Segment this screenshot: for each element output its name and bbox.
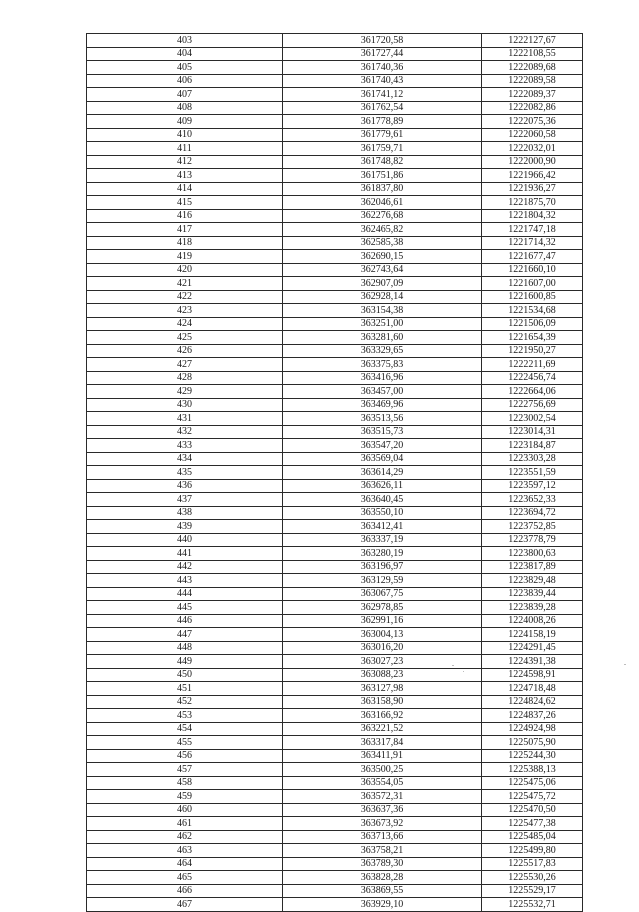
scan-speck (463, 671, 464, 672)
table-row (87, 169, 583, 183)
y-coordinate-cell: 1222664,06 (482, 385, 583, 399)
point-number-cell: 454 (87, 722, 283, 736)
table-row (87, 520, 583, 534)
x-coordinate-cell: 361720,58 (283, 34, 482, 48)
y-coordinate-cell: 1221677,47 (482, 250, 583, 264)
point-number-cell: 420 (87, 263, 283, 277)
table-row (87, 277, 583, 291)
point-number-cell: 411 (87, 142, 283, 156)
point-number-cell: 450 (87, 668, 283, 682)
table-row (87, 412, 583, 426)
point-number-cell: 424 (87, 317, 283, 331)
scan-speck (452, 665, 454, 666)
point-number-cell: 425 (87, 331, 283, 345)
table-row (87, 884, 583, 898)
y-coordinate-cell: 1225530,26 (482, 871, 583, 885)
point-number-cell: 412 (87, 155, 283, 169)
x-coordinate-cell: 361759,71 (283, 142, 482, 156)
point-number-cell: 446 (87, 614, 283, 628)
x-coordinate-cell: 363317,84 (283, 736, 482, 750)
x-coordinate-cell: 363869,55 (283, 884, 482, 898)
y-coordinate-cell: 1224824,62 (482, 695, 583, 709)
point-number-cell: 457 (87, 763, 283, 777)
x-coordinate-cell: 363789,30 (283, 857, 482, 871)
y-coordinate-cell: 1224924,98 (482, 722, 583, 736)
y-coordinate-cell: 1224718,48 (482, 682, 583, 696)
table-row (87, 817, 583, 831)
y-coordinate-cell: 1222756,69 (482, 398, 583, 412)
y-coordinate-cell: 1223184,87 (482, 439, 583, 453)
table-row (87, 358, 583, 372)
point-number-cell: 405 (87, 61, 283, 75)
point-number-cell: 413 (87, 169, 283, 183)
x-coordinate-cell: 362907,09 (283, 277, 482, 291)
y-coordinate-cell: 1221936,27 (482, 182, 583, 196)
point-number-cell: 415 (87, 196, 283, 210)
table-row (87, 668, 583, 682)
y-coordinate-cell: 1223694,72 (482, 506, 583, 520)
x-coordinate-cell: 363411,91 (283, 749, 482, 763)
point-number-cell: 441 (87, 547, 283, 561)
table-row (87, 695, 583, 709)
x-coordinate-cell: 363569,04 (283, 452, 482, 466)
table-row (87, 61, 583, 75)
y-coordinate-cell: 1225388,13 (482, 763, 583, 777)
y-coordinate-cell: 1222000,90 (482, 155, 583, 169)
x-coordinate-cell: 361837,80 (283, 182, 482, 196)
point-number-cell: 462 (87, 830, 283, 844)
table-row (87, 452, 583, 466)
table-row (87, 614, 583, 628)
x-coordinate-cell: 363129,59 (283, 574, 482, 588)
table-row (87, 371, 583, 385)
point-number-cell: 455 (87, 736, 283, 750)
table-row (87, 304, 583, 318)
x-coordinate-cell: 363221,52 (283, 722, 482, 736)
x-coordinate-cell: 363640,45 (283, 493, 482, 507)
y-coordinate-cell: 1225475,72 (482, 790, 583, 804)
y-coordinate-cell: 1221654,39 (482, 331, 583, 345)
table-row (87, 155, 583, 169)
x-coordinate-cell: 363713,66 (283, 830, 482, 844)
point-number-cell: 453 (87, 709, 283, 723)
point-number-cell: 404 (87, 47, 283, 61)
x-coordinate-cell: 363513,56 (283, 412, 482, 426)
point-number-cell: 416 (87, 209, 283, 223)
y-coordinate-cell: 1223652,33 (482, 493, 583, 507)
table-row (87, 776, 583, 790)
table-row (87, 722, 583, 736)
point-number-cell: 444 (87, 587, 283, 601)
x-coordinate-cell: 363758,21 (283, 844, 482, 858)
x-coordinate-cell: 363626,11 (283, 479, 482, 493)
y-coordinate-cell: 1225075,90 (482, 736, 583, 750)
table-row (87, 398, 583, 412)
point-number-cell: 428 (87, 371, 283, 385)
table-row (87, 709, 583, 723)
table-row (87, 331, 583, 345)
y-coordinate-cell: 1221747,18 (482, 223, 583, 237)
table-row (87, 736, 583, 750)
point-number-cell: 458 (87, 776, 283, 790)
y-coordinate-cell: 1221966,42 (482, 169, 583, 183)
y-coordinate-cell: 1222075,36 (482, 115, 583, 129)
table-row (87, 385, 583, 399)
y-coordinate-cell: 1222082,86 (482, 101, 583, 115)
point-number-cell: 410 (87, 128, 283, 142)
x-coordinate-cell: 363329,65 (283, 344, 482, 358)
point-number-cell: 467 (87, 898, 283, 912)
table-row (87, 263, 583, 277)
table-row (87, 844, 583, 858)
y-coordinate-cell: 1224391,38 (482, 655, 583, 669)
point-number-cell: 445 (87, 601, 283, 615)
x-coordinate-cell: 362928,14 (283, 290, 482, 304)
table-row (87, 88, 583, 102)
table-row (87, 533, 583, 547)
table-row (87, 236, 583, 250)
point-number-cell: 465 (87, 871, 283, 885)
y-coordinate-cell: 1222108,55 (482, 47, 583, 61)
table-row (87, 560, 583, 574)
table-row (87, 574, 583, 588)
point-number-cell: 456 (87, 749, 283, 763)
y-coordinate-cell: 1223800,63 (482, 547, 583, 561)
x-coordinate-cell: 361751,86 (283, 169, 482, 183)
x-coordinate-cell: 361727,44 (283, 47, 482, 61)
y-coordinate-cell: 1223829,48 (482, 574, 583, 588)
table-row (87, 115, 583, 129)
y-coordinate-cell: 1225532,71 (482, 898, 583, 912)
table-row (87, 547, 583, 561)
x-coordinate-cell: 363457,00 (283, 385, 482, 399)
point-number-cell: 409 (87, 115, 283, 129)
x-coordinate-cell: 361740,36 (283, 61, 482, 75)
point-number-cell: 451 (87, 682, 283, 696)
table-row (87, 628, 583, 642)
table-row (87, 641, 583, 655)
table-row (87, 857, 583, 871)
y-coordinate-cell: 1221714,32 (482, 236, 583, 250)
x-coordinate-cell: 363375,83 (283, 358, 482, 372)
point-number-cell: 431 (87, 412, 283, 426)
point-number-cell: 421 (87, 277, 283, 291)
x-coordinate-cell: 363673,92 (283, 817, 482, 831)
x-coordinate-cell: 363416,96 (283, 371, 482, 385)
point-number-cell: 461 (87, 817, 283, 831)
y-coordinate-cell: 1225475,06 (482, 776, 583, 790)
coordinates-table (86, 33, 583, 912)
x-coordinate-cell: 363572,31 (283, 790, 482, 804)
table-row (87, 223, 583, 237)
x-coordinate-cell: 363614,29 (283, 466, 482, 480)
y-coordinate-cell: 1223002,54 (482, 412, 583, 426)
table-row (87, 601, 583, 615)
table-row (87, 871, 583, 885)
y-coordinate-cell: 1225477,38 (482, 817, 583, 831)
x-coordinate-cell: 363027,23 (283, 655, 482, 669)
table-row (87, 830, 583, 844)
x-coordinate-cell: 363929,10 (283, 898, 482, 912)
y-coordinate-cell: 1224158,19 (482, 628, 583, 642)
table-row (87, 790, 583, 804)
x-coordinate-cell: 363016,20 (283, 641, 482, 655)
y-coordinate-cell: 1223778,79 (482, 533, 583, 547)
y-coordinate-cell: 1223014,31 (482, 425, 583, 439)
y-coordinate-cell: 1225244,30 (482, 749, 583, 763)
table-row (87, 74, 583, 88)
y-coordinate-cell: 1225499,80 (482, 844, 583, 858)
table-row (87, 466, 583, 480)
y-coordinate-cell: 1222032,01 (482, 142, 583, 156)
y-coordinate-cell: 1223839,44 (482, 587, 583, 601)
table-row (87, 196, 583, 210)
point-number-cell: 448 (87, 641, 283, 655)
x-coordinate-cell: 363251,00 (283, 317, 482, 331)
table-row (87, 290, 583, 304)
y-coordinate-cell: 1223597,12 (482, 479, 583, 493)
point-number-cell: 439 (87, 520, 283, 534)
point-number-cell: 435 (87, 466, 283, 480)
y-coordinate-cell: 1221875,70 (482, 196, 583, 210)
point-number-cell: 406 (87, 74, 283, 88)
x-coordinate-cell: 363337,19 (283, 533, 482, 547)
x-coordinate-cell: 363515,73 (283, 425, 482, 439)
table-row (87, 898, 583, 912)
x-coordinate-cell: 363158,90 (283, 695, 482, 709)
x-coordinate-cell: 363067,75 (283, 587, 482, 601)
x-coordinate-cell: 363127,98 (283, 682, 482, 696)
point-number-cell: 426 (87, 344, 283, 358)
x-coordinate-cell: 363500,25 (283, 763, 482, 777)
coordinates-table-body (87, 34, 583, 912)
table-row (87, 250, 583, 264)
y-coordinate-cell: 1221534,68 (482, 304, 583, 318)
x-coordinate-cell: 362465,82 (283, 223, 482, 237)
x-coordinate-cell: 362991,16 (283, 614, 482, 628)
y-coordinate-cell: 1222089,58 (482, 74, 583, 88)
y-coordinate-cell: 1225517,83 (482, 857, 583, 871)
x-coordinate-cell: 362276,68 (283, 209, 482, 223)
table-row (87, 425, 583, 439)
point-number-cell: 407 (87, 88, 283, 102)
point-number-cell: 442 (87, 560, 283, 574)
point-number-cell: 408 (87, 101, 283, 115)
point-number-cell: 419 (87, 250, 283, 264)
point-number-cell: 430 (87, 398, 283, 412)
y-coordinate-cell: 1224291,45 (482, 641, 583, 655)
y-coordinate-cell: 1223551,59 (482, 466, 583, 480)
point-number-cell: 418 (87, 236, 283, 250)
table-row (87, 182, 583, 196)
x-coordinate-cell: 362743,64 (283, 263, 482, 277)
y-coordinate-cell: 1221506,09 (482, 317, 583, 331)
table-row (87, 803, 583, 817)
x-coordinate-cell: 361741,12 (283, 88, 482, 102)
point-number-cell: 443 (87, 574, 283, 588)
x-coordinate-cell: 363154,38 (283, 304, 482, 318)
x-coordinate-cell: 363088,23 (283, 668, 482, 682)
point-number-cell: 432 (87, 425, 283, 439)
table-row (87, 47, 583, 61)
x-coordinate-cell: 363196,97 (283, 560, 482, 574)
x-coordinate-cell: 363637,36 (283, 803, 482, 817)
y-coordinate-cell: 1221950,27 (482, 344, 583, 358)
table-row (87, 682, 583, 696)
x-coordinate-cell: 361762,54 (283, 101, 482, 115)
y-coordinate-cell: 1223817,89 (482, 560, 583, 574)
point-number-cell: 427 (87, 358, 283, 372)
y-coordinate-cell: 1223303,28 (482, 452, 583, 466)
point-number-cell: 434 (87, 452, 283, 466)
point-number-cell: 403 (87, 34, 283, 48)
point-number-cell: 452 (87, 695, 283, 709)
x-coordinate-cell: 362046,61 (283, 196, 482, 210)
table-row (87, 101, 583, 115)
y-coordinate-cell: 1221804,32 (482, 209, 583, 223)
point-number-cell: 464 (87, 857, 283, 871)
point-number-cell: 414 (87, 182, 283, 196)
y-coordinate-cell: 1225485,04 (482, 830, 583, 844)
table-row (87, 142, 583, 156)
table-row (87, 34, 583, 48)
x-coordinate-cell: 362585,38 (283, 236, 482, 250)
point-number-cell: 447 (87, 628, 283, 642)
table-row (87, 749, 583, 763)
y-coordinate-cell: 1224008,26 (482, 614, 583, 628)
table-row (87, 439, 583, 453)
point-number-cell: 437 (87, 493, 283, 507)
table-row (87, 587, 583, 601)
y-coordinate-cell: 1224598,91 (482, 668, 583, 682)
point-number-cell: 422 (87, 290, 283, 304)
x-coordinate-cell: 363280,19 (283, 547, 482, 561)
x-coordinate-cell: 363281,60 (283, 331, 482, 345)
y-coordinate-cell: 1222089,37 (482, 88, 583, 102)
x-coordinate-cell: 362690,15 (283, 250, 482, 264)
y-coordinate-cell: 1222060,58 (482, 128, 583, 142)
point-number-cell: 438 (87, 506, 283, 520)
y-coordinate-cell: 1222456,74 (482, 371, 583, 385)
table-row (87, 128, 583, 142)
table-row (87, 317, 583, 331)
y-coordinate-cell: 1222127,67 (482, 34, 583, 48)
table-row (87, 506, 583, 520)
point-number-cell: 417 (87, 223, 283, 237)
x-coordinate-cell: 362978,85 (283, 601, 482, 615)
x-coordinate-cell: 363469,96 (283, 398, 482, 412)
y-coordinate-cell: 1221607,00 (482, 277, 583, 291)
x-coordinate-cell: 363550,10 (283, 506, 482, 520)
point-number-cell: 436 (87, 479, 283, 493)
point-number-cell: 463 (87, 844, 283, 858)
table-row (87, 655, 583, 669)
y-coordinate-cell: 1221660,10 (482, 263, 583, 277)
table-row (87, 344, 583, 358)
scan-speck (624, 664, 626, 665)
table-row (87, 209, 583, 223)
table-row (87, 493, 583, 507)
y-coordinate-cell: 1222089,68 (482, 61, 583, 75)
x-coordinate-cell: 363412,41 (283, 520, 482, 534)
y-coordinate-cell: 1225529,17 (482, 884, 583, 898)
x-coordinate-cell: 363547,20 (283, 439, 482, 453)
y-coordinate-cell: 1224837,26 (482, 709, 583, 723)
x-coordinate-cell: 363828,28 (283, 871, 482, 885)
x-coordinate-cell: 363554,05 (283, 776, 482, 790)
point-number-cell: 433 (87, 439, 283, 453)
x-coordinate-cell: 363004,13 (283, 628, 482, 642)
point-number-cell: 466 (87, 884, 283, 898)
point-number-cell: 449 (87, 655, 283, 669)
x-coordinate-cell: 361740,43 (283, 74, 482, 88)
table-row (87, 763, 583, 777)
y-coordinate-cell: 1223752,85 (482, 520, 583, 534)
point-number-cell: 440 (87, 533, 283, 547)
y-coordinate-cell: 1221600,85 (482, 290, 583, 304)
x-coordinate-cell: 361748,82 (283, 155, 482, 169)
y-coordinate-cell: 1223839,28 (482, 601, 583, 615)
y-coordinate-cell: 1222211,69 (482, 358, 583, 372)
x-coordinate-cell: 361779,61 (283, 128, 482, 142)
point-number-cell: 460 (87, 803, 283, 817)
x-coordinate-cell: 363166,92 (283, 709, 482, 723)
point-number-cell: 429 (87, 385, 283, 399)
x-coordinate-cell: 361778,89 (283, 115, 482, 129)
point-number-cell: 423 (87, 304, 283, 318)
table-row (87, 479, 583, 493)
point-number-cell: 459 (87, 790, 283, 804)
y-coordinate-cell: 1225470,50 (482, 803, 583, 817)
